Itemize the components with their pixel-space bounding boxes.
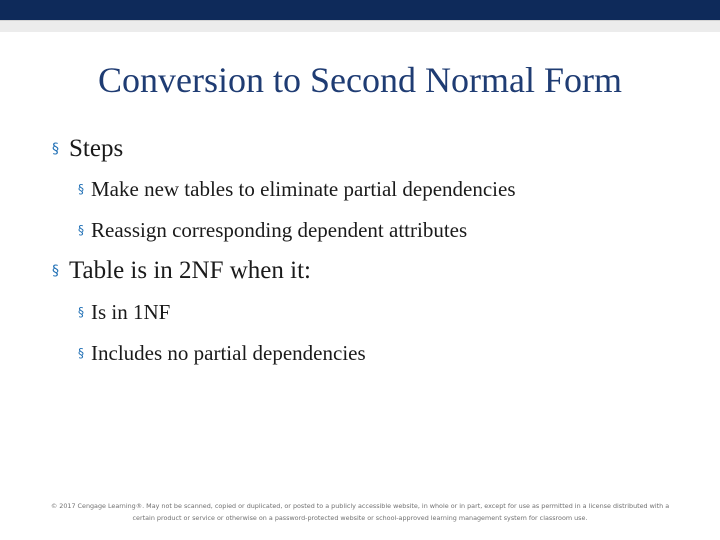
- bullet-marker-icon: §: [78, 182, 84, 196]
- bullet-text: Table is in 2NF when it:: [69, 257, 311, 284]
- bullet-marker-icon: §: [78, 346, 84, 360]
- copyright-line-2: certain product or service or otherwise on a password-protected website or school-approved learning management system for classroom use.: [132, 514, 588, 522]
- bullet-text: Is in 1NF: [91, 300, 171, 324]
- bullet-marker-icon: §: [52, 141, 59, 157]
- bullet-marker-icon: §: [78, 223, 84, 237]
- bullet-text: Make new tables to eliminate partial dependencies: [91, 177, 516, 201]
- sub-bullet-make-new-tables: [78, 176, 516, 202]
- copyright-line-1: © 2017 Cengage Learning®. May not be scanned, copied or duplicated, or posted to a publicly accessible website, in whole or in part, except for use as permitted in a license distributed with a: [50, 502, 670, 510]
- bullet-steps: [52, 134, 123, 164]
- bullet-table-2nf: [52, 256, 311, 286]
- bullet-text: Reassign corresponding dependent attributes: [91, 218, 468, 242]
- sub-bullet-is-in-1nf: [78, 299, 170, 325]
- bullet-marker-icon: §: [52, 263, 59, 279]
- sub-bullet-no-partial-dependencies: [78, 340, 366, 366]
- sub-bullet-reassign-attributes: [78, 217, 467, 243]
- copyright-footer: [20, 500, 700, 524]
- bullet-text: Steps: [69, 135, 124, 162]
- bullet-marker-icon: §: [78, 305, 84, 319]
- slide-title: Conversion to Second Normal Form: [98, 60, 622, 100]
- bullet-text: Includes no partial dependencies: [91, 341, 366, 365]
